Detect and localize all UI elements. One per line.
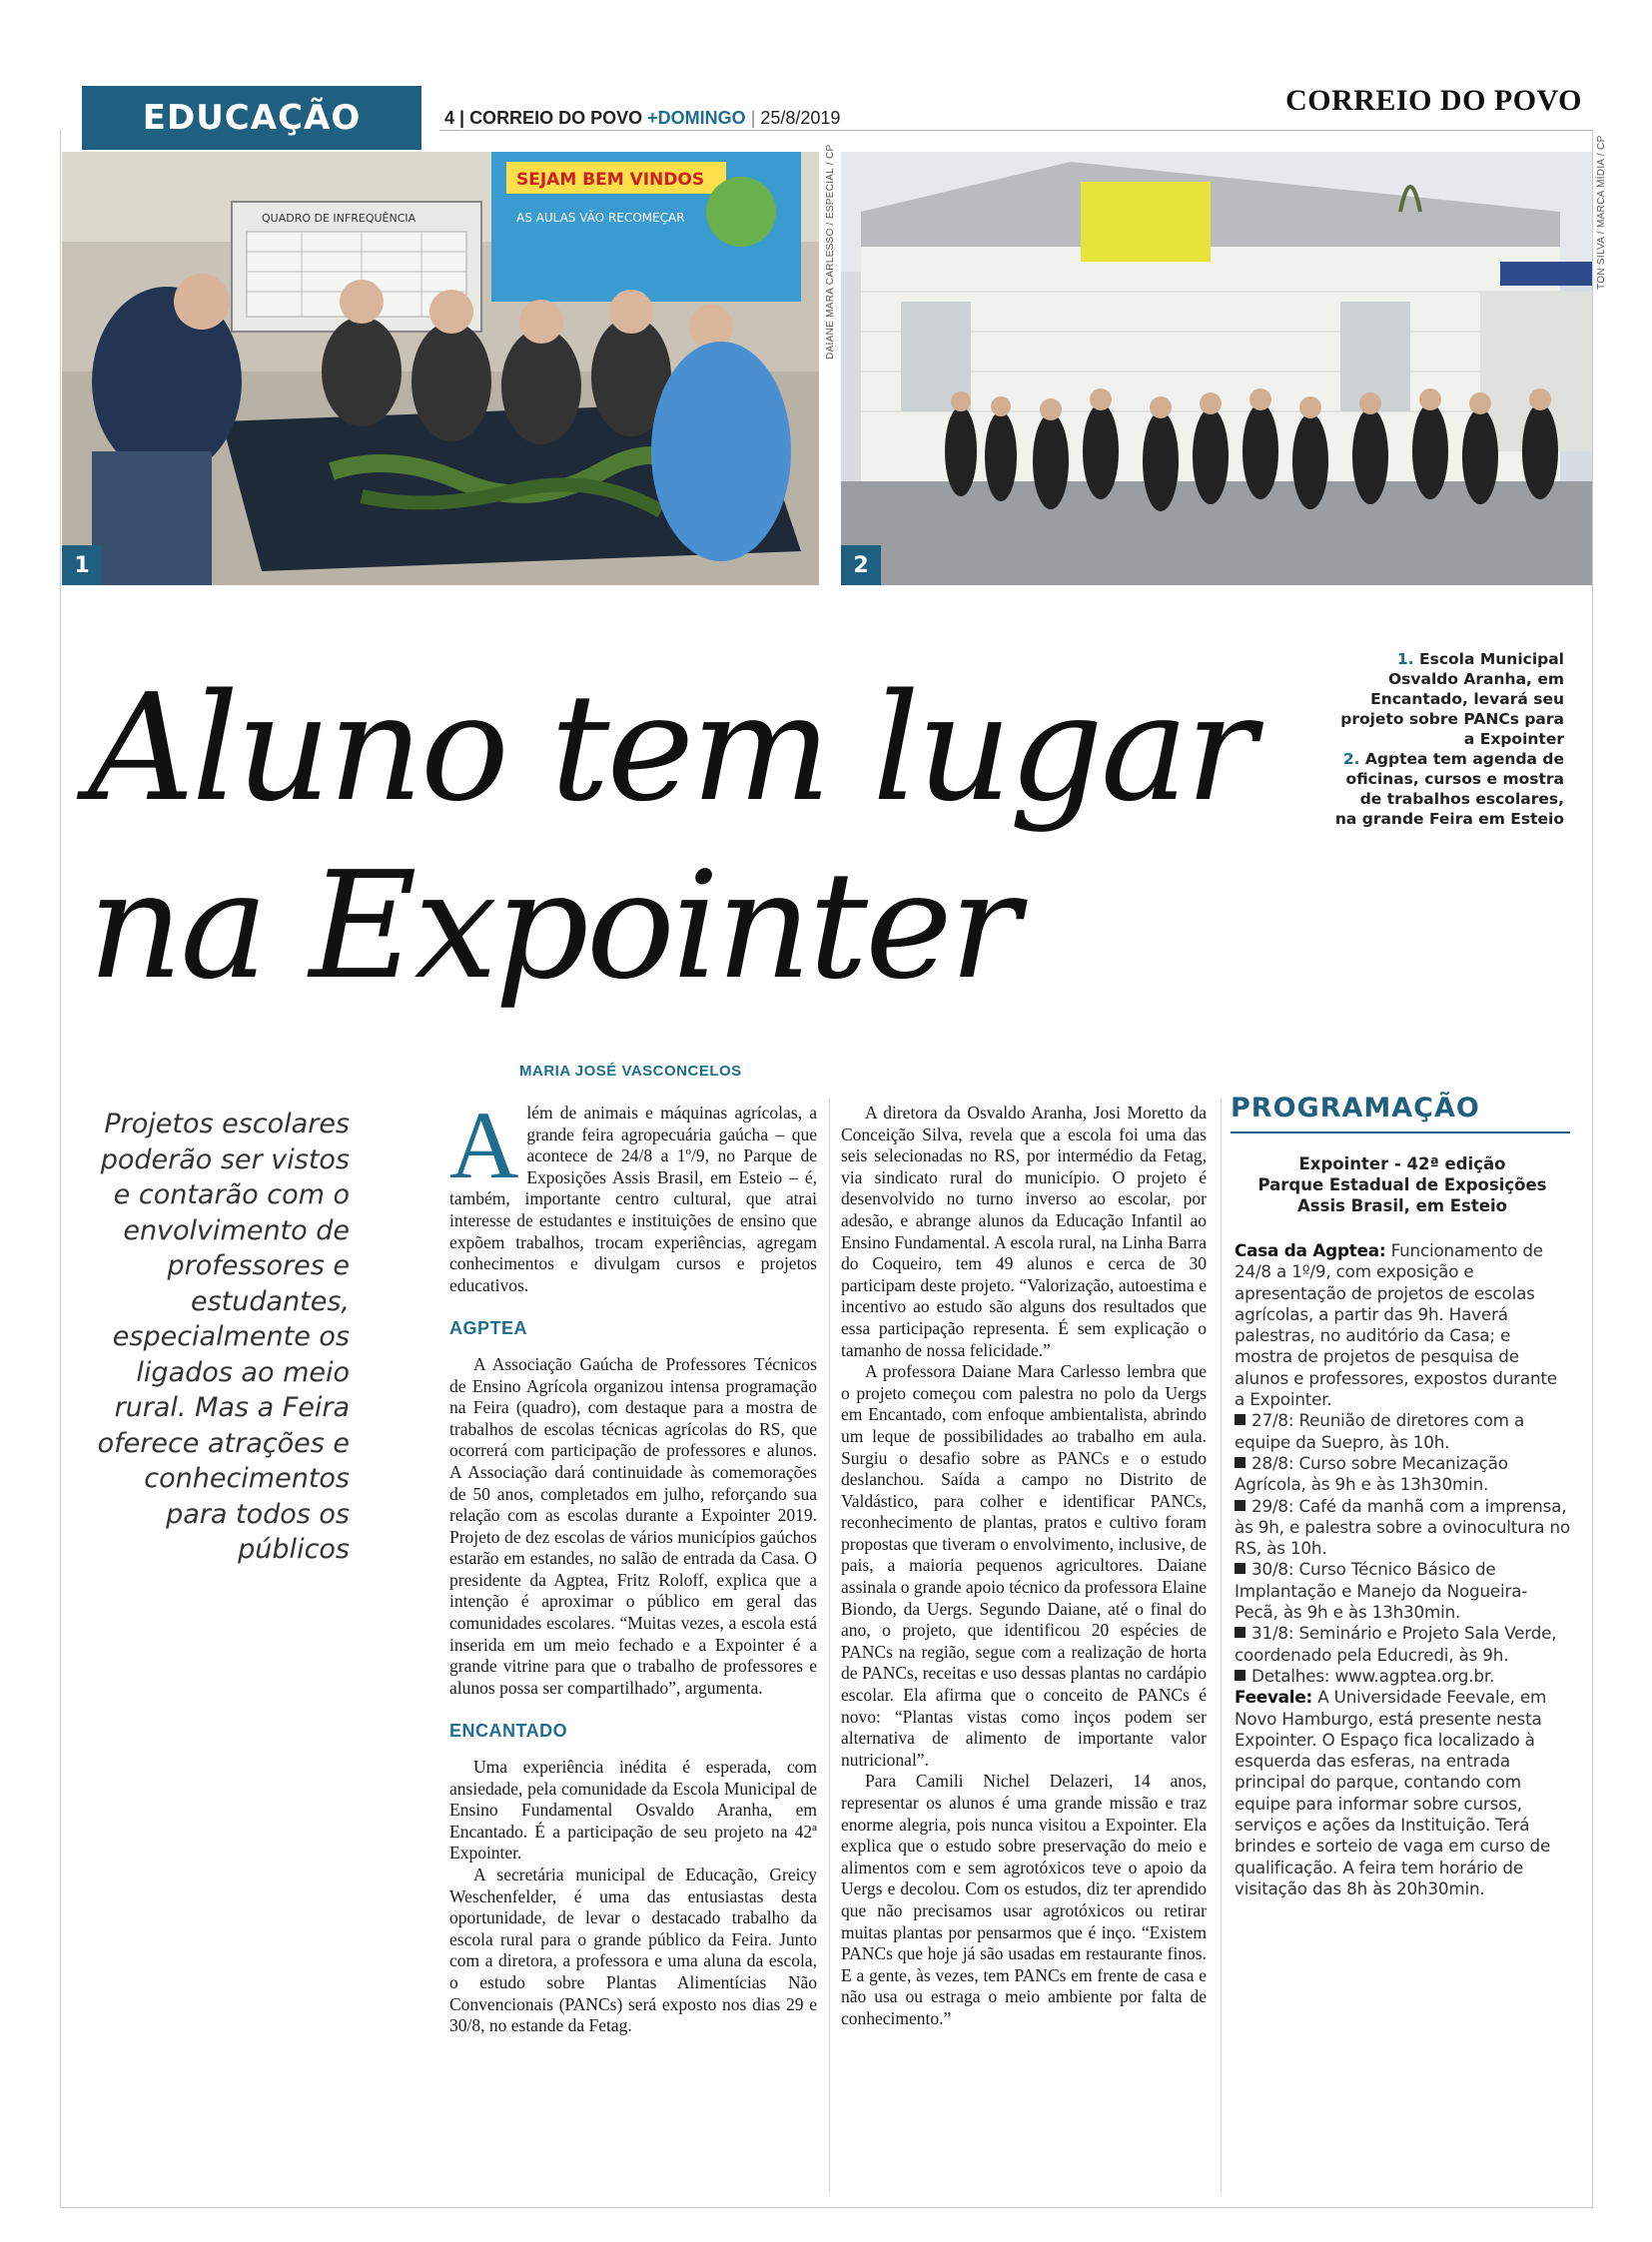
programacao-sub-2: Parque Estadual de Exposições [1257, 1175, 1547, 1194]
encantado-paragraph-1: Uma experiência inédita é esperada, com ansiedade, pela comunidade da Escola Municipal de Ensino Fundamental Osvaldo Aranha, em Encantado. É a participação de seu projeto na 42ª Expointer. [449, 1757, 817, 1864]
schedule-item [1235, 1559, 1570, 1623]
casa-label: Casa da Agptea: [1235, 1240, 1386, 1260]
byline: MARIA JOSÉ VASCONCELOS [519, 1063, 742, 1080]
photo-expo-house [841, 152, 1592, 585]
caption-1-text: Escola Municipal Osvaldo Aranha, em Encantado, levará seu projeto sobre PANCs para a Expointer [1340, 650, 1564, 748]
section-tab [82, 86, 421, 150]
schedule-item [1235, 1623, 1570, 1666]
programacao-body [1235, 1240, 1570, 1899]
column-rule-2 [1221, 1099, 1222, 2192]
photo-number-2: 2 [841, 545, 881, 585]
encantado-paragraph-2: A secretária municipal de Educação, Greicy Weschenfelder, é uma das entusiastas desta oportunidade, de levar o destacado trabalho da escola rural para o grande público da Feira. Junto com a diretora, a professora e uma aluna da escola, o estudo sobre Plantas Alimentícias Não Convencionais (PANCs) será exposto nos dias 29 e 30/8, no estande da Fetag. [449, 1865, 817, 2036]
schedule-item [1235, 1410, 1570, 1453]
bullet-square-icon [1235, 1414, 1245, 1425]
schedule-text: 27/8: Reunião de diretores com a equipe da Suepro, às 10h. [1235, 1410, 1525, 1452]
section-label: EDUCAÇÃO [142, 98, 362, 138]
diretora-paragraph: A diretora da Osvaldo Aranha, Josi Moretto da Conceição Silva, revela que a escola foi uma das seis selecionadas no RS, por intermédio da Fetag, via sindicato rural do município. O projeto é desenvolvido no turno inverso ao escolar, por adesão, e abrange alunos da Educação Infantil ao Ensino Fundamental. A escola rural, na Linha Barra do Coqueiro, tem 49 alunos e cerca de 30 participam deste projeto. “Valorização, autoestima e incentivo ao estudo são alguns dos resultados que essa participação representa. É sem explicação o tamanho de nossa felicidade.” [841, 1103, 1207, 1360]
sign-text-2: AS AULAS VÃO RECOMEÇAR [516, 211, 685, 225]
board-text: QUADRO DE INFREQUÊNCIA [262, 212, 416, 225]
programacao-subtitle [1235, 1153, 1570, 1216]
programacao-title: PROGRAMAÇÃO [1231, 1093, 1570, 1133]
intro-text: lém de animais e máquinas agrícolas, a grande feira agropecuária gaúcha – que acontece de 24/8 a 1º/9, no Parque de Exposições Assis Brasil, em Esteio – é, também, importante centro cultural, que atrai interesse de estudantes e instituições de ensino que expõem trabalhos, trocam experiências, agregam conhecimentos e divulgam cursos e projetos educativos. [449, 1103, 817, 1295]
schedule-item-details [1235, 1666, 1570, 1687]
schedule-item [1235, 1453, 1570, 1496]
supplement-name: +DOMINGO [647, 108, 746, 128]
feevale-entry [1235, 1687, 1570, 1899]
caption-2-number: 2. [1342, 750, 1360, 768]
folio-line: 4 | CORREIO DO POVO +DOMINGO | 25/8/2019 [444, 108, 841, 128]
programacao-sub-3: Assis Brasil, em Esteio [1297, 1196, 1507, 1215]
photo-number-1: 1 [62, 545, 102, 585]
section-heading-encantado: ENCANTADO [449, 1721, 568, 1742]
top-rule [439, 130, 1593, 131]
caption-2 [1334, 749, 1564, 829]
bullet-square-icon [1235, 1457, 1245, 1468]
programacao-box [1231, 1093, 1570, 1899]
camili-paragraph: Para Camili Nichel Delazeri, 14 anos, representar os alunos é uma grande missão e traz enorme alegria, pois nunca visitou a Expointer. Ela explica que o estudo sobre preservação do meio e alimentos com e sem agrotóxicos teve o apoio da Uergs e decolou. Com os estudos, diz ter aprendido que não precisamos usar agrotóxicos ou retirar muitas plantas por pensarmos que é inço. “Existem PANCs que hoje já são usadas em restaurante finos. E a gente, às vezes, tem PANCs em frente de casa e não usa ou estraga o meio ambiente por falta de conhecimento.” [841, 1771, 1207, 2028]
masthead: CORREIO DO POVO [1285, 84, 1582, 117]
lead-text: Projetos escolares poderão ser vistos e contarão com o envolvimento de professores e estudantes, especialmente os ligados ao meio rural. Mas a Feira oferece atrações e conhecimentos para todos os públicos [97, 1109, 350, 1565]
schedule-text: 31/8: Seminário e Projeto Sala Verde, coordenado pela Educredi, às 9h. [1235, 1623, 1557, 1665]
page-number: 4 [444, 108, 455, 128]
photo-captions [1334, 649, 1564, 829]
schedule-item [1235, 1496, 1570, 1560]
feevale-label: Feevale: [1235, 1687, 1313, 1708]
programacao-sub-1: Expointer - 42ª edição [1298, 1154, 1506, 1173]
bullet-square-icon [1235, 1627, 1245, 1638]
schedule-text: 29/8: Café da manhã com a imprensa, às 9h, e palestra sobre a ovinocultura no RS, às 10h. [1235, 1495, 1570, 1559]
details-link-text: Detalhes: www.agptea.org.br. [1251, 1665, 1495, 1686]
issue-date: 25/8/2019 [760, 108, 841, 128]
casa-agptea-entry [1235, 1240, 1570, 1410]
agptea-paragraph: A Associação Gaúcha de Professores Técnicos de Ensino Agrícola organizou intensa programação na Feira (quadro), com destaque para a mostra de trabalhos de escolas técnicas agrícolas do RS, que ocorrerá com participação de professores e alunos. A Associação dará continuidade às comemorações de 50 anos, completados em julho, reforçando sua relação com as escolas durante a Expointer 2019. Projeto de dez escolas de vários municípios gaúchos estarão em estandes, no salão de entrada da Casa. O presidente da Agptea, Fritz Roloff, explica que a intenção é aproximar o público em geral das comunidades escolares. “Muitas vezes, a escola está inserida em um meio fechado e a Expointer é a grande vitrine para que o trabalho de professores e alunos possa ser compartilhado”, argumenta. [449, 1353, 817, 1698]
article-column-2 [841, 1103, 1207, 2030]
professora-paragraph: A professora Daiane Mara Carlesso lembra que o projeto começou com palestra no polo da Uergs em Encantado, com enfoque ambientalista, abrindo um leque de possibilidades ao trabalho em aula. Surgiu o desafio sobre as PANCs e o estudo deslanchou. Saída a campo no Distrito de Valdástico, para colher e identificar PANCs, reconhecimento de plantas, pratos e cultivo foram propostas que tiveram o envolvimento, inclusive, de pais, a maioria pequenos agricultores. Daiane assinala o grande apoio técnico da professora Elaine Biondo, da Uergs. Segundo Daiane, até o final do ano, o projeto, que identificou 20 espécies de PANCs na região, segue com a realização de horta de PANCs, receitas e uso dessas plantas no cardápio escolar. Ela afirma que o conceito de PANCs é novo: “Plantas vistas como inços podem ser alternativa de alimento de importante valor nutricional”. [841, 1361, 1207, 1770]
column-rule-1 [829, 1099, 830, 2192]
feevale-text: A Universidade Feevale, em Novo Hamburgo, está presente nesta Expointer. O Espaço fica localizado à esquerda das esferas, na entrada principal do parque, contando com equipe para informar sobre cursos, serviços e ações da Instituição. Terá brindes e sorteio de vaga em curso de qualificação. A feira tem horário de visitação das 8h às 20h30min. [1235, 1687, 1551, 1898]
frame-left-rule [60, 130, 61, 2207]
bullet-square-icon [1235, 1670, 1245, 1681]
photo-credit-1: DAIANE MARA CARLESSO / ESPECIAL / CP [825, 144, 836, 360]
headline-line-1: Aluno tem lugar [88, 662, 1253, 834]
publication-name: CORREIO DO POVO [469, 108, 643, 128]
drop-cap: A [449, 1092, 519, 1198]
schedule-text: 30/8: Curso Técnico Básico de Implantação e Manejo da Nogueira-Pecã, às 9h e às 13h30min. [1235, 1559, 1528, 1623]
headline [88, 659, 1253, 1015]
photo-credit-2: TON SILVA / MARCA MÍDIA / CP [1596, 135, 1607, 290]
article-column-1 [449, 1092, 817, 2037]
photo-classroom [62, 152, 819, 585]
schedule-text: 28/8: Curso sobre Mecanização Agrícola, às 9h e às 13h30min. [1235, 1452, 1508, 1495]
bullet-square-icon [1235, 1500, 1245, 1511]
section-heading-agptea: AGPTEA [449, 1318, 528, 1339]
bullet-square-icon [1235, 1563, 1245, 1574]
caption-2-text: Agptea tem agenda de oficinas, cursos e mostra de trabalhos escolares, na grande Feira em Esteio [1334, 750, 1564, 828]
casa-text: Funcionamento de 24/8 a 1º/9, com exposição e apresentação de projetos de escolas agrícolas, a partir das 9h. Haverá palestras, no auditório da Casa; e mostra de projetos de pesquisa de alunos e professores, expostos durante a Expointer. [1235, 1240, 1557, 1410]
sign-text-1: SEJAM BEM VINDOS [516, 170, 705, 190]
frame-bottom-rule [60, 2207, 1593, 2208]
intro-paragraph [449, 1092, 817, 1296]
caption-1-number: 1. [1396, 650, 1414, 668]
frame-right-rule [1592, 130, 1593, 2207]
headline-line-2: na Expointer [88, 840, 1018, 1012]
caption-1 [1334, 649, 1564, 749]
